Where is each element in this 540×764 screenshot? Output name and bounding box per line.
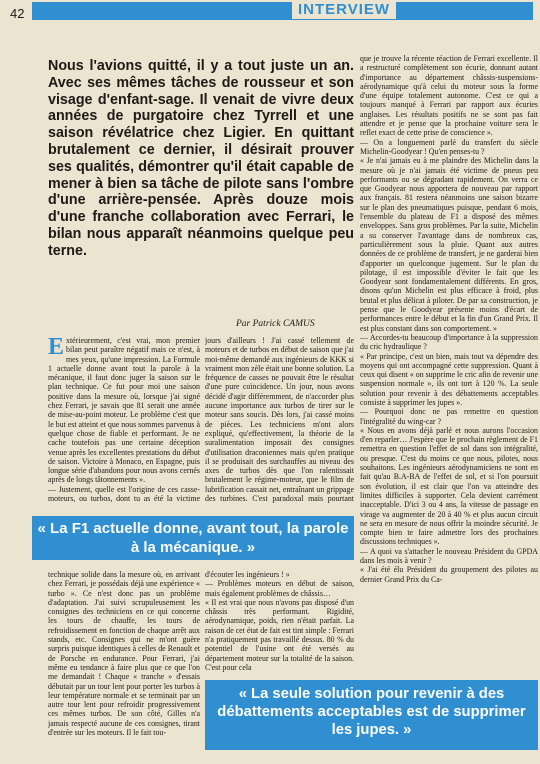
intro-paragraph: Nous l'avions quitté, il y a tout juste un an. Avec ses mêmes tâches de rousseur et son visage d'enfant-sage. Il venait de vivre deux années de purgatoire chez Tyrrell et une saison révélatrice chez Ligier. En quittant brutalement ce dernier, il désirait prouver ses qualités, démontrer qu'il était capable de mener à bien sa tâche de pilote sans l'ombre d'une arrière-pensée. Après douze mois d'une franche collaboration avec Ferrari, le bilan nous apparaît néanmoins quelque peu terne. (48, 58, 354, 259)
article-paragraph: « Il est vrai que nous n'avons pas disposé d'un châssis très performant. Rigidité, aérodynamique, poids, rien n'était parfait. La raison de cet état de fait est tint simple : Ferrari n'a pratiquement pas travaillé dessus. 80 % du potentiel de l'usine ont été versés au département moteur sur la totalité de la saison. C'est pour cela (205, 597, 354, 672)
pull-quote-skirts: « La seule solution pour revenir à des débattements acceptables est de supprimer les jupes. » (205, 680, 538, 750)
drop-cap: E (48, 336, 65, 360)
page-number: 42 (10, 6, 25, 21)
article-paragraph: d'écouter les ingénieurs ! » (205, 570, 290, 579)
article-column-lower-left (48, 570, 200, 758)
article-paragraph: que je trouve la récente réaction de Ferrari excellente. Il a restructuré complètement son écurie, donnant autant d'importance au département châssis-suspensions-aérodynamique qu'à celui du moteur sous la forme d'une équipe totalement autonome. C'est ce qui a toujours manqué à Ferrari par rapport aux écuries anglaises. Les résultats positifs ne se sont pas fait attendre et je pense que la prochaine voiture sera le reflet exact de cette prise de conscience ». (360, 54, 538, 138)
article-column-lower-middle (205, 570, 354, 674)
article-paragraph: jours d'ailleurs ! J'ai cassé tellement de moteurs et de turbos en début de saison que j'ai moi-même demandé aux ingénieurs de KKK si vraiment mon zèle était une bonne solution. La fréquence de casses ne pouvait être le résultat d'une pure coïncidence. Un jour, nous avons décidé d'agir différemment, de n'accorder plus aucune importance aux turbos de tirer sur le moteur sans soucis. Dès lors, j'ai cassé moins de pièces. Les techniciens m'ont alors expliqué, qu'effectivement, la théorie de la suralimentation imposait des consignes d'utilisation draconiennes mais qu'en pratique il se produisait des surchauffes au niveau des axes de turbos dès que l'on ralentissait brutalement le régime-moteur, que le film de lubrification cassait net, entraînant un grippage des turbines. C'est paradoxal mais pourtant (205, 336, 354, 504)
article-paragraph: « J'ai été élu Président du groupement des pilotes au dernier Grand Prix du Ca- (360, 565, 538, 584)
article-paragraph: — Pourquoi donc ne pas remettre en question l'intégralité du wing-car ? (360, 407, 538, 426)
article-column-right (360, 54, 538, 718)
article-paragraph: « Nous en avons déjà parlé et nous aurons l'occasion d'en reparler… J'espère que le prochain règlement de F1 remettra en question l'effet de sol dans son intégralité, ou presque. C'est du moins ce que nous, pilotes, nous souhaitons. Les ingénieurs aérodynamiciens ne sont en fait qu'au B.A-BA de l'effet de sol, et si l'on poursuit son évolution, il est clair que l'on va atteindre des limites difficiles à supporter. Cela devient carrément inacceptable. D'ici 3 ou 4 ans, la vitesse de passage en virage va augmenter de 20 à 40 % et plus aucun circuit ne sera en mesure de nous offrir la moindre sécurité. Je compte bien te faire admettre lors des prochaines discussions techniques ». (360, 425, 538, 547)
section-title: INTERVIEW (292, 1, 396, 19)
article-paragraph: — Justement, quelle est l'origine de ces casse-moteurs, ou turbos, dont tu as été la victime (48, 484, 200, 504)
pull-quote-mechanics: « La F1 actuelle donne, avant tout, la parole à la mécanique. » (32, 516, 354, 560)
article-paragraph: — On a longuement parlé du transfert du siècle Michelin-Goodyear ! Qu'en penses-tu ? (360, 137, 538, 156)
article-paragraph: « Par principe, c'est un bien, mais tout va dépendre des moyens qui ont accompagné cette suppression. Quant à ceux qui disent « on supprime le cric afin de revenir une suspension normale », ils ont tort à 120 %. La seule solution pour revenir à des débattements acceptables consiste à supprimer les jupes ». (360, 351, 538, 407)
byline: Par Patrick CAMUS (236, 319, 315, 329)
article-paragraph: Extérieurement, c'est vrai, mon premier bilan peut paraître négatif mais ce n'est, à mes yeux, qu'une impression. La Formule 1 actuelle donne avant tout la parole à la mécanique, il faut donc juger la saison sur le plan technique. Ce fut pour moi une saison positive dans la mesure où, lorsque j'ai signé chez Ferrari, je savais que 81 serait une année de mise-au-point moteur. Le problème c'est que le but est atteint et que nous sommes parvenus à quelque chose de fiable et performant. Je ne cache toutefois pas une certaine déception venue après les excellentes prestations du début de saison. Victoire à Monaco, en Espagne, puis longue série d'abandons pour nous avons cernés après de longs tâtonnements ». (48, 336, 200, 485)
article-column-upper-middle (205, 336, 354, 504)
article-paragraph: technique solide dans la mesure où, en arrivant chez Ferrari, je possédais déjà une expérience « turbo ». Ce n'est donc pas un problème d'adaptation. J'ai suivi scrupuleusement les consignes des techniciens en ce qui concerne les tours de chauffe, les tours de refroidissement en fonction de chaque arrêt aux stands, etc. Consignes qui ne m'ont guère surpris puisque identiques à celles de Renault et de Porsche en endurance. Pour Ferrari, j'ai même eu tendance à faire plus que ce que l'on me demandait ! Chaque « tranche » d'essais débutait par un tour lent pour porter les turbos à leur température normale et se terminait par un autre tour lent pour refroidir progressivement ces mêmes turbos. De son côté, Gilles n'a jamais respecté aucune de ces consignes, tirant d'entrée sur les moteurs. Il le fait tou- (48, 570, 200, 738)
article-paragraph: — A quoi va s'attacher le nouveau Président du GPDA dans les mois à venir ? (360, 546, 538, 566)
article-column-upper-left (48, 336, 200, 504)
article-paragraph: — Problèmes moteurs en début de saison, mais également problèmes de châssis… (205, 579, 354, 598)
article-paragraph: — Accordes-tu beaucoup d'importance à la suppression du cric hydraulique ? (360, 332, 538, 352)
article-paragraph: « Je n'ai jamais eu à me plaindre des Michelin dans la mesure où je n'ai jamais été victime de pneus peu performants ou se dégradant rapidement. On verra ce que Goodyear nous apportera de nouveau par rapport aux français. 81 restera néanmoins une saison bizarre sur le plan des pneumatiques puisque, pendant 6 mois, l'ensemble du plateau de F1 a disposé des mêmes enveloppes. Sans gros problèmes. Par la suite, Michelin a su conserver l'avantage dans de nombreux cas, particulièrement sous la pluie. Quant aux autres données de ce problème de transfert, je ne garderai bien d'apporter un quelconque jugement. Sur le plan du pilotage, il est impossible d'éviter le fait que les Goodyear sont fondamentalement différents. En gros, disons qu'un Michelin est plus efficace à froid, plus brutal et plus délicat à piloter. De par sa construction, je pense que le Goodyear présente moins d'écart de performances entre le début et la fin d'un Grand Prix. Il est plus constant dans son comportement. » (360, 156, 538, 333)
section-banner (32, 2, 533, 20)
